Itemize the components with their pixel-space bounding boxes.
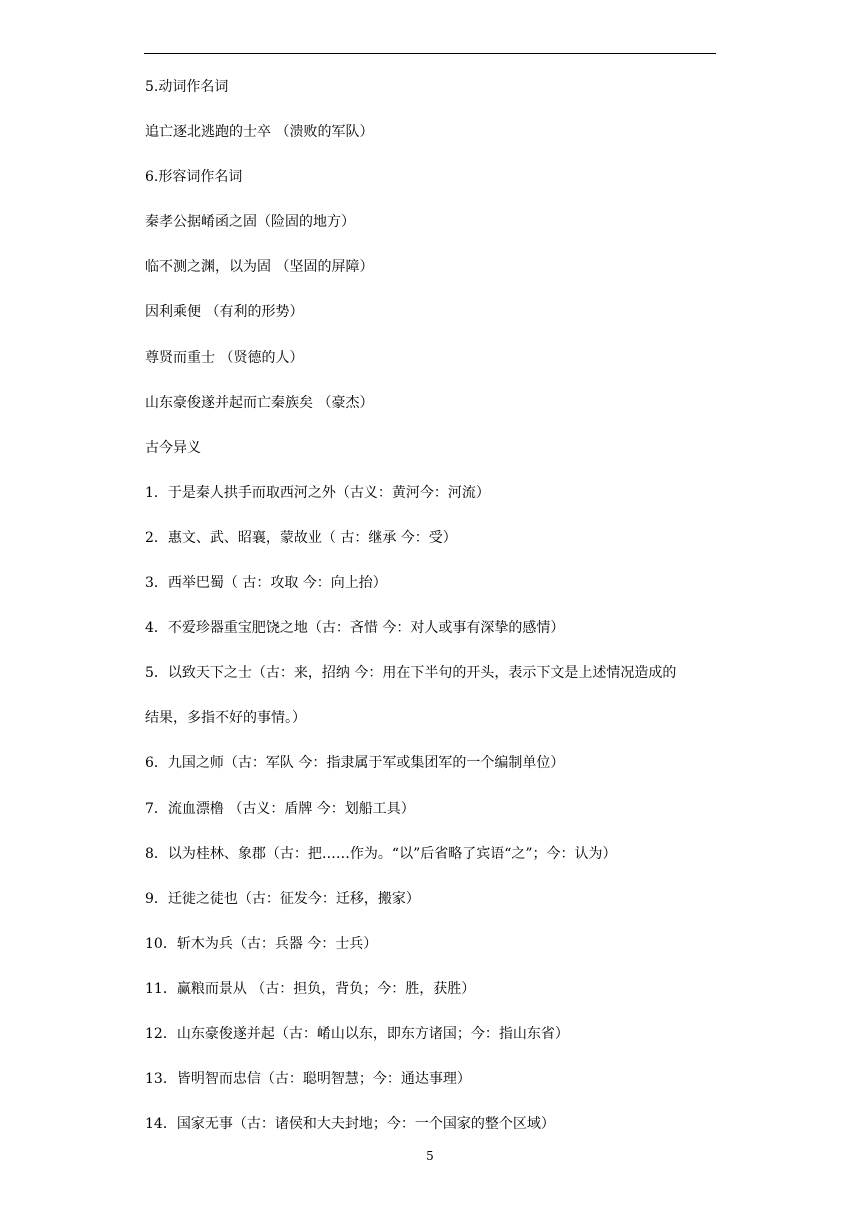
- text-line: 结果，多指不好的事情。）: [145, 710, 306, 727]
- text-line: 4．不爱珍器重宝肥饶之地（古：吝惜 今：对人或事有深挚的感情）: [145, 620, 565, 637]
- text-line: 10．斩木为兵（古：兵器 今：士兵）: [145, 935, 378, 952]
- text-line: 11．赢粮而景从 （古：担负，背负；今：胜，获胜）: [145, 980, 476, 997]
- text-line: 因利乘便 （有利的形势）: [145, 304, 304, 321]
- text-line: 3．西举巴蜀（ 古：攻取 今：向上抬）: [145, 575, 387, 592]
- text-line: 2．惠文、武、昭襄，蒙故业（ 古：继承 今：受）: [145, 529, 457, 546]
- text-line: 6.形容词作名词: [145, 169, 243, 186]
- document-body: [145, 76, 720, 1158]
- text-line: 7．流血漂橹 （古义：盾牌 今：划船工具）: [145, 800, 415, 817]
- text-line: 1．于是秦人拱手而取西河之外（古义：黄河今：河流）: [145, 484, 490, 501]
- text-line: 尊贤而重士 （贤德的人）: [145, 349, 304, 366]
- text-line: 13．皆明智而忠信（古：聪明智慧；今：通达事理）: [145, 1071, 471, 1088]
- text-line: 临不测之渊，以为固 （坚固的屏障）: [145, 259, 374, 276]
- text-line: 秦孝公据崤函之固（险固的地方）: [145, 214, 355, 231]
- text-line: 9．迁徙之徒也（古：征发今：迁移，搬家）: [145, 890, 420, 907]
- text-line: 12．山东豪俊遂并起（古：崤山以东，即东方诸国；今：指山东省）: [145, 1025, 569, 1042]
- text-line: 14．国家无事（古：诸侯和大夫封地；今：一个国家的整个区域）: [145, 1116, 555, 1133]
- text-line: 5．以致天下之士（古：来，招纳 今：用在下半句的开头，表示下文是上述情况造成的: [145, 665, 677, 682]
- header-rule: [144, 53, 716, 54]
- text-line: 8．以为桂林、象郡（古：把……作为。“以”后省略了宾语“之”；今：认为）: [145, 845, 617, 862]
- text-line: 山东豪俊遂并起而亡秦族矣 （豪杰）: [145, 394, 374, 411]
- section-heading: 古今异义: [145, 439, 201, 456]
- text-line: 6．九国之师（古：军队 今：指隶属于军或集团军的一个编制单位）: [145, 755, 565, 772]
- text-line: 5.动词作名词: [145, 79, 229, 95]
- page-number: 5: [426, 1149, 434, 1163]
- text-line: 追亡逐北逃跑的士卒 （溃败的军队）: [145, 124, 374, 141]
